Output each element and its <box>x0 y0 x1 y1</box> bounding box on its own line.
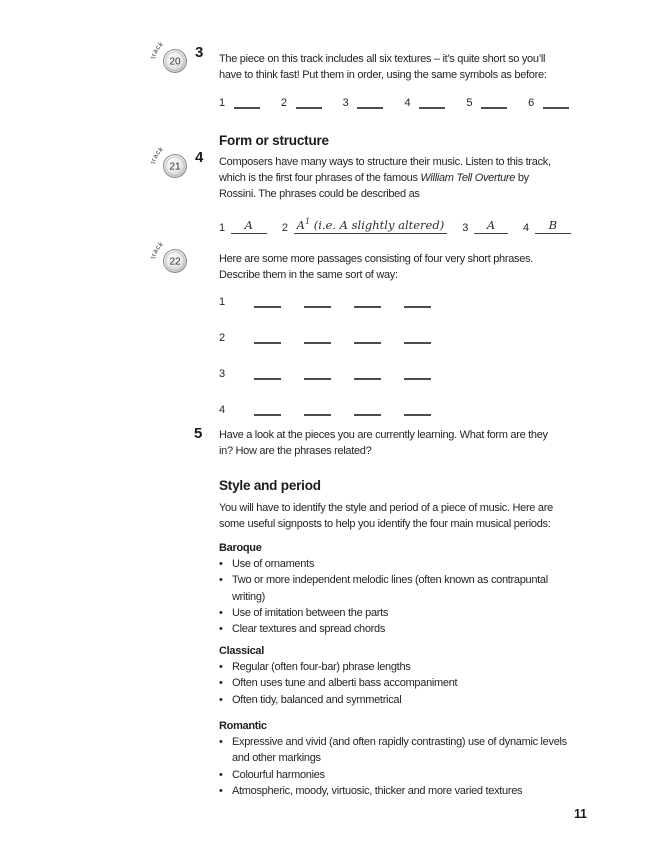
answer-slot: 2 $A^1$ (i.e. A slightly altered) <box>282 218 447 234</box>
bullet-item: • Often tidy, balanced and symmetrical <box>219 692 639 708</box>
classical-title: Classical <box>219 645 265 657</box>
blank-line <box>354 293 381 308</box>
handwritten-answer-1: A <box>231 218 267 234</box>
track-20-badge-icon <box>152 34 198 76</box>
blank-line <box>404 365 431 380</box>
blank-line <box>354 329 381 344</box>
romantic-bullets <box>219 734 639 799</box>
blank-line <box>304 293 331 308</box>
bullet-icon: • <box>219 677 223 690</box>
blank-line <box>304 401 331 416</box>
answer-row: 2 <box>219 329 431 344</box>
bullet-item: • Use of imitation between the parts <box>219 605 639 621</box>
blank-line <box>304 329 331 344</box>
track-arc-label: track <box>150 240 166 260</box>
answer-slot: 5 <box>466 94 507 109</box>
track-21-badge-icon <box>152 139 198 181</box>
blank-line <box>481 94 507 109</box>
bullet-item: • Regular (often four-bar) phrase lengths <box>219 659 639 675</box>
question-4-text <box>219 154 551 202</box>
question-5-text: Have a look at the pieces you are currently learning. What form are they in? How are the phrases related? <box>219 429 548 457</box>
baroque-group <box>219 540 639 637</box>
blank-line <box>543 94 569 109</box>
bullet-item: • Clear textures and spread chords <box>219 621 639 637</box>
blank-line <box>357 94 383 109</box>
track-arc-label: track <box>150 145 166 165</box>
q4-work-title: William Tell Overture <box>420 172 516 184</box>
answer-row: 1 <box>219 293 431 308</box>
track-number: 22 <box>169 256 181 268</box>
blank-line <box>254 365 281 380</box>
bullet-icon: • <box>219 661 223 673</box>
answer-slot: 4 B <box>523 218 571 234</box>
track-arc-label: track <box>150 40 166 60</box>
answer-slot: 1 A <box>219 218 267 234</box>
form-structure-heading: Form or structure <box>219 133 329 148</box>
blank-line <box>404 401 431 416</box>
question-5-number: 5 <box>194 425 203 442</box>
track-22-text: Here are some more passages consisting of four very short phrases. Describe them in the same sort of way: <box>219 253 534 281</box>
blank-line <box>254 329 281 344</box>
bullet-item: • Expressive and vivid (and often rapidly contrasting) use of dynamic levels and other markings <box>219 734 639 767</box>
romantic-title: Romantic <box>219 720 267 732</box>
question-3-text: The piece on this track includes all six textures – it’s quite short so you’ll have to think fast! Put them in order, using the same symbols as before: <box>219 53 547 81</box>
baroque-bullets <box>219 556 639 637</box>
track-number: 21 <box>169 161 181 173</box>
classical-group <box>219 643 639 708</box>
bullet-icon: • <box>219 558 223 570</box>
answer-slot: 3 A <box>462 218 508 234</box>
romantic-group <box>219 718 639 799</box>
bullet-icon: • <box>219 768 223 781</box>
baroque-title: Baroque <box>219 542 262 554</box>
question-3-answer-slots <box>219 94 569 109</box>
answer-slot: 4 <box>404 94 445 109</box>
answer-slot: 1 <box>219 94 260 109</box>
q4-text-before: Composers have many ways to structure their music. Listen to this track, which is the first four phrases of the famous <box>219 156 551 184</box>
track-22-answer-rows <box>219 293 431 437</box>
blank-line <box>254 293 281 308</box>
question-4-number: 4 <box>195 149 204 166</box>
track-22-badge-icon <box>152 234 198 276</box>
blank-line <box>304 365 331 380</box>
answer-slot: 3 <box>343 94 384 109</box>
bullet-icon: • <box>219 693 223 706</box>
blank-line <box>234 94 260 109</box>
bullet-icon: • <box>219 623 223 636</box>
page-number: 11 <box>574 807 587 821</box>
answer-row: 4 <box>219 401 431 416</box>
answer-row: 3 <box>219 365 431 380</box>
handwritten-answer-3: A <box>474 218 508 234</box>
blank-line <box>254 401 281 416</box>
bullet-item: • Colourful harmonies <box>219 767 639 783</box>
answer-slot: 2 <box>281 94 322 109</box>
blank-line <box>404 329 431 344</box>
style-period-intro: You will have to identify the style and period of a piece of music. Here are some useful signposts to help you identify the four main musical periods: <box>219 502 553 530</box>
bullet-icon: • <box>219 606 223 619</box>
question-3-number: 3 <box>195 44 204 61</box>
bullet-item: • Two or more independent melodic lines (often known as contrapuntal writing) <box>219 572 639 605</box>
bullet-icon: • <box>219 784 223 797</box>
blank-line <box>404 293 431 308</box>
handwritten-answer-2: $A^1$ (i.e. A slightly altered) <box>294 218 448 234</box>
blank-line <box>419 94 445 109</box>
track-number: 20 <box>169 56 181 68</box>
style-period-heading: Style and period <box>219 478 321 493</box>
blank-line <box>354 401 381 416</box>
handwritten-answer-4: B <box>535 218 571 234</box>
bullet-icon: • <box>219 736 223 748</box>
bullet-icon: • <box>219 574 223 587</box>
blank-line <box>296 94 322 109</box>
bullet-item: • Often uses tune and alberti bass accompaniment <box>219 675 639 691</box>
classical-bullets <box>219 659 639 708</box>
q4-text-after: by Rossini. The phrases could be described as <box>219 172 529 200</box>
bullet-item: • Use of ornaments <box>219 556 639 572</box>
bullet-item: • Atmospheric, moody, virtuosic, thicker and more varied textures <box>219 783 639 799</box>
question-4-answers <box>219 218 571 234</box>
answer-slot: 6 <box>528 94 569 109</box>
blank-line <box>354 365 381 380</box>
